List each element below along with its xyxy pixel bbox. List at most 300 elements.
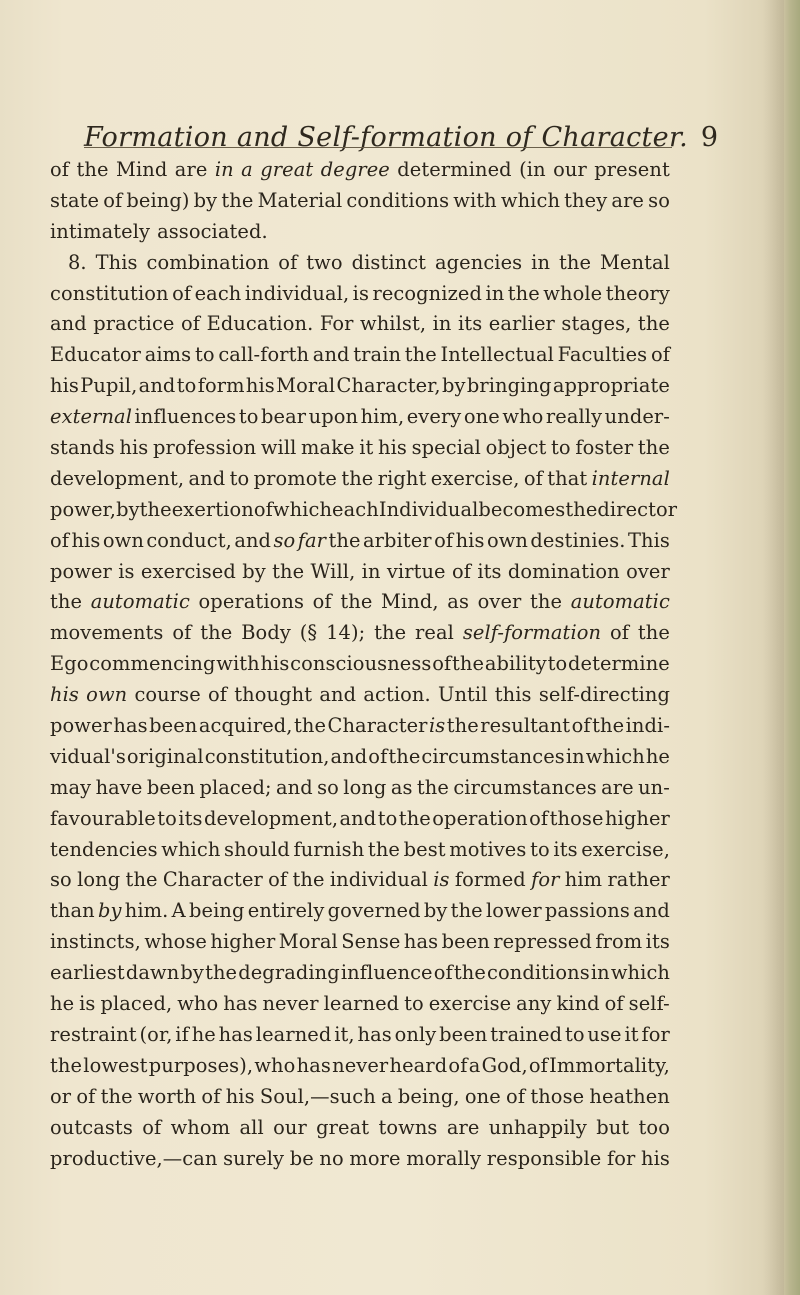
word: special <box>411 436 481 460</box>
word: and <box>275 775 313 799</box>
word: the <box>294 714 327 738</box>
word: by <box>441 374 466 398</box>
word: associated. <box>157 219 268 243</box>
word: operation <box>432 806 528 830</box>
word: Soul,—such <box>259 1084 376 1108</box>
word: every <box>406 405 462 429</box>
word: his <box>225 1084 255 1108</box>
word: to <box>194 343 215 367</box>
word: of <box>604 992 624 1016</box>
word: and <box>633 899 670 923</box>
word: Mental <box>599 250 670 274</box>
word: the <box>404 343 437 367</box>
word: whom <box>170 1115 231 1139</box>
word: of <box>201 1084 221 1108</box>
word: and <box>319 683 357 707</box>
word: his <box>260 652 290 676</box>
word: morally <box>406 1146 482 1170</box>
word: which <box>161 837 221 861</box>
word: of <box>50 158 70 181</box>
word: This <box>627 528 670 552</box>
word: Until <box>438 683 488 707</box>
word: profession <box>152 436 257 460</box>
word: Sense <box>341 930 401 954</box>
word: of <box>268 868 288 892</box>
word: of <box>312 590 332 614</box>
word: by <box>116 497 140 521</box>
word: of <box>432 652 452 676</box>
word: conduct, <box>146 528 232 552</box>
word: are <box>601 775 634 799</box>
word: has <box>357 1022 392 1046</box>
text-line <box>50 1020 670 1051</box>
word: a <box>381 1084 393 1108</box>
word: with <box>453 188 497 212</box>
word: operations <box>198 590 305 614</box>
word: his <box>119 436 149 460</box>
word: will <box>260 436 297 460</box>
word: of <box>434 528 454 552</box>
word: Mind, <box>381 590 439 614</box>
word: governed <box>327 899 421 923</box>
text-line <box>50 587 670 618</box>
word: constitution <box>50 281 169 305</box>
word: state <box>50 188 100 212</box>
word: to <box>176 374 197 398</box>
text-line <box>50 217 670 248</box>
word: him <box>564 868 603 892</box>
text-line <box>50 989 670 1020</box>
word: has <box>218 1022 253 1046</box>
word: A <box>171 899 186 923</box>
word: instincts, <box>50 930 141 954</box>
word: development, <box>203 806 339 830</box>
word: the <box>558 250 592 274</box>
word: repressed <box>493 930 592 954</box>
text-line <box>50 309 670 340</box>
word: movements <box>50 621 164 645</box>
word: restraint <box>50 1022 137 1046</box>
word: being, <box>397 1084 460 1108</box>
word: and <box>339 806 377 830</box>
word: are <box>446 1115 480 1139</box>
word: of <box>368 744 388 768</box>
word: Mind <box>116 158 168 181</box>
word: never <box>332 1053 389 1077</box>
word: the <box>637 436 670 460</box>
word: of <box>76 1084 96 1108</box>
word: and <box>188 466 226 490</box>
word: exercise, <box>430 466 520 490</box>
word: to <box>229 466 250 490</box>
word: it <box>359 436 374 460</box>
word: placed; <box>199 775 272 799</box>
text-line <box>50 804 670 835</box>
word: from <box>595 930 643 954</box>
text-line <box>50 340 670 371</box>
word: conditions <box>346 188 450 212</box>
word: over <box>477 590 522 614</box>
word: the <box>200 621 233 645</box>
word: influence <box>340 961 433 985</box>
italic-word: internal <box>591 466 670 490</box>
word: to <box>530 837 550 861</box>
word: power <box>50 559 112 583</box>
word: higher <box>210 930 276 954</box>
word: those <box>549 806 604 830</box>
word: use <box>587 1022 622 1046</box>
word: outcasts <box>50 1115 133 1139</box>
text-line <box>50 248 670 279</box>
word: but <box>596 1115 630 1139</box>
word: the <box>292 868 325 892</box>
word: the <box>340 590 373 614</box>
italic-word: automatic <box>570 590 670 614</box>
word: bear <box>260 405 307 429</box>
word: our <box>273 1115 307 1139</box>
word: individual, <box>244 281 350 305</box>
word: being) <box>126 188 190 212</box>
word: action. <box>363 683 431 707</box>
word: passions <box>544 899 630 923</box>
word: the <box>100 1084 133 1108</box>
word: stages, <box>561 312 632 336</box>
word: its <box>178 806 203 830</box>
word: heathen <box>589 1084 670 1108</box>
word: and <box>50 312 87 336</box>
italic-word: automatic <box>90 590 190 614</box>
italic-word: own <box>86 683 128 707</box>
word: to <box>238 405 259 429</box>
word: of <box>253 497 273 521</box>
italic-word: by <box>97 899 122 923</box>
word: to <box>547 652 568 676</box>
word: been <box>441 930 490 954</box>
word: of <box>172 621 192 645</box>
word: real <box>415 621 454 645</box>
text-line <box>50 649 670 680</box>
word: of <box>142 1115 162 1139</box>
word: the <box>452 652 485 676</box>
word: its <box>458 312 483 336</box>
word: (§ <box>299 621 318 645</box>
word: influences <box>134 405 237 429</box>
italic-word: is <box>428 714 446 738</box>
word: his <box>245 374 275 398</box>
word: learned <box>255 1022 332 1046</box>
word: unhappily <box>488 1115 587 1139</box>
word: any <box>516 992 552 1016</box>
word: he <box>50 992 75 1016</box>
word: exercise, <box>581 837 670 861</box>
word: which <box>272 497 333 521</box>
word: been <box>439 1022 488 1046</box>
word: power <box>50 714 112 738</box>
word: domination <box>507 559 620 583</box>
text-line <box>50 155 670 186</box>
word: and <box>312 343 350 367</box>
word: formed <box>454 868 526 892</box>
word: of <box>103 188 123 212</box>
word: in <box>565 744 585 768</box>
word: earliest <box>50 961 125 985</box>
word: the <box>530 590 563 614</box>
word: object <box>485 436 547 460</box>
word: ability <box>484 652 547 676</box>
word: whose <box>144 930 207 954</box>
word: a <box>468 1053 481 1077</box>
word: placed, <box>100 992 173 1016</box>
italic-word: external <box>50 405 132 429</box>
body-text <box>50 155 678 1174</box>
word: really <box>545 405 603 429</box>
word: of <box>448 1053 468 1077</box>
word: of <box>609 621 630 645</box>
word: to <box>404 992 424 1016</box>
word: should <box>224 837 290 861</box>
word: Faculties <box>557 343 648 367</box>
word: agencies <box>435 250 523 274</box>
word: the <box>374 621 407 645</box>
text-line <box>50 371 670 402</box>
text-line <box>50 557 670 588</box>
word: be <box>289 1146 314 1170</box>
word: upon <box>308 405 359 429</box>
word: the <box>272 559 305 583</box>
text-line <box>50 835 670 866</box>
word: self-directing <box>538 683 670 707</box>
word: bringing <box>466 374 552 398</box>
word: responsible <box>486 1146 602 1170</box>
word: worth <box>137 1084 197 1108</box>
word: director <box>597 497 678 521</box>
word: lower <box>485 899 542 923</box>
word: its <box>645 930 670 954</box>
word: is <box>352 281 370 305</box>
word: one <box>463 405 500 429</box>
word: has <box>403 930 439 954</box>
word: Individual <box>378 497 479 521</box>
word: own <box>102 528 144 552</box>
word: form <box>197 374 245 398</box>
word: under- <box>604 405 670 429</box>
italic-word: a <box>241 158 253 181</box>
word: virtue <box>386 559 446 583</box>
word: the <box>565 497 598 521</box>
word: the <box>453 961 486 985</box>
text-line <box>50 279 670 310</box>
word: to <box>377 806 398 830</box>
word: of <box>172 281 192 305</box>
word: the <box>416 775 449 799</box>
word: as <box>447 590 469 614</box>
text-line <box>50 464 670 495</box>
word: right <box>377 466 427 490</box>
page-gutter-shadow <box>762 0 784 1295</box>
word: conditions <box>487 961 590 985</box>
word: of <box>571 714 591 738</box>
word: development, <box>50 466 185 490</box>
word: each <box>332 497 379 521</box>
word: consciousness <box>290 652 432 676</box>
italic-word: self-formation <box>462 621 602 645</box>
word: thought <box>234 683 313 707</box>
word: of <box>523 466 543 490</box>
word: as <box>390 775 413 799</box>
word: the <box>592 714 625 738</box>
word: dawn <box>125 961 180 985</box>
text-line <box>50 742 670 773</box>
word: determine <box>567 652 670 676</box>
word: and <box>234 528 272 552</box>
word: present <box>594 158 670 181</box>
word: in <box>531 250 551 274</box>
word: great <box>316 1115 370 1139</box>
text-line <box>50 1113 670 1144</box>
word: foster <box>575 436 634 460</box>
word: theory <box>605 281 670 305</box>
word: who <box>254 1053 296 1077</box>
word: the <box>637 312 670 336</box>
word: 8. <box>68 250 87 274</box>
word: entirely <box>247 899 325 923</box>
word: who <box>502 405 544 429</box>
word: promote <box>253 466 337 490</box>
word: Immortality, <box>549 1053 670 1077</box>
word: of <box>50 528 70 552</box>
word: our <box>553 158 587 181</box>
word: degrading <box>238 961 340 985</box>
text-line <box>50 433 670 464</box>
word: rather <box>607 868 670 892</box>
word: so <box>648 188 670 212</box>
word: one <box>464 1084 501 1108</box>
text-line <box>50 1082 670 1113</box>
word: trained <box>490 1022 563 1046</box>
word: towns <box>378 1115 438 1139</box>
word: self- <box>628 992 670 1016</box>
text-line <box>50 896 670 927</box>
italic-word: in <box>214 158 234 181</box>
word: who <box>177 992 219 1016</box>
word: are <box>611 188 645 212</box>
word: if <box>175 1022 189 1046</box>
word: 14); <box>326 621 366 645</box>
word: the <box>341 466 374 490</box>
word: kind <box>556 992 600 1016</box>
word: call-forth <box>218 343 310 367</box>
word: exercise <box>428 992 512 1016</box>
word: the <box>637 621 670 645</box>
word: has <box>296 1053 331 1077</box>
italic-word: so <box>273 528 296 552</box>
word: the <box>221 188 254 212</box>
header-rule <box>84 147 672 148</box>
word: by <box>180 961 204 985</box>
word: of <box>506 1084 526 1108</box>
word: the <box>50 1053 83 1077</box>
word: his <box>641 1146 670 1170</box>
word: learned <box>323 992 400 1016</box>
word: favourable <box>50 806 156 830</box>
word: the <box>50 590 83 614</box>
word: whilst, <box>360 312 427 336</box>
word: course <box>134 683 201 707</box>
word: own <box>486 528 528 552</box>
text-line <box>50 1051 670 1082</box>
word: Moral <box>278 930 338 954</box>
word: constitution, <box>204 744 330 768</box>
word: so <box>317 775 339 799</box>
word: his <box>378 436 407 460</box>
word: of <box>181 312 201 336</box>
italic-word: for <box>531 868 560 892</box>
word: has <box>223 992 258 1016</box>
text-line <box>50 402 670 433</box>
text-line <box>50 618 670 649</box>
word: of <box>650 343 670 367</box>
word: productive,—can <box>50 1146 218 1170</box>
word: never <box>262 992 319 1016</box>
word: and <box>138 374 176 398</box>
word: power, <box>50 497 117 521</box>
word: in <box>590 961 610 985</box>
word: it <box>624 1022 639 1046</box>
word: Material <box>257 188 343 212</box>
word: he <box>191 1022 216 1046</box>
italic-word: degree <box>320 158 390 181</box>
word: practice <box>93 312 175 336</box>
word: original <box>126 744 204 768</box>
word: commencing <box>89 652 216 676</box>
word: for <box>641 1022 670 1046</box>
word: arbiter <box>362 528 432 552</box>
word: in <box>361 559 381 583</box>
page-number: 9 <box>700 122 718 153</box>
word: each <box>194 281 242 305</box>
word: than <box>50 899 95 923</box>
word: his <box>71 528 101 552</box>
word: of <box>278 250 298 274</box>
word: Moral <box>276 374 336 398</box>
word: is <box>118 559 135 583</box>
word: him. <box>124 899 169 923</box>
word: acquired, <box>198 714 293 738</box>
word: with <box>216 652 260 676</box>
word: is <box>79 992 96 1016</box>
italic-word: great <box>260 158 314 181</box>
word: the <box>507 281 540 305</box>
word: too <box>638 1115 670 1139</box>
word: of <box>208 683 228 707</box>
word: For <box>319 312 354 336</box>
word: two <box>306 250 343 274</box>
word: long <box>77 868 121 892</box>
word: this <box>494 683 532 707</box>
word: tendencies <box>50 837 158 861</box>
word: resultant <box>480 714 571 738</box>
text-line <box>50 773 670 804</box>
word: so <box>50 868 72 892</box>
word: in <box>485 281 505 305</box>
word: exercised <box>140 559 236 583</box>
word: (in <box>519 158 546 181</box>
text-line <box>50 927 670 958</box>
text-line <box>50 1144 670 1175</box>
text-line <box>50 186 670 217</box>
text-line <box>50 680 670 711</box>
word: becomes <box>478 497 566 521</box>
